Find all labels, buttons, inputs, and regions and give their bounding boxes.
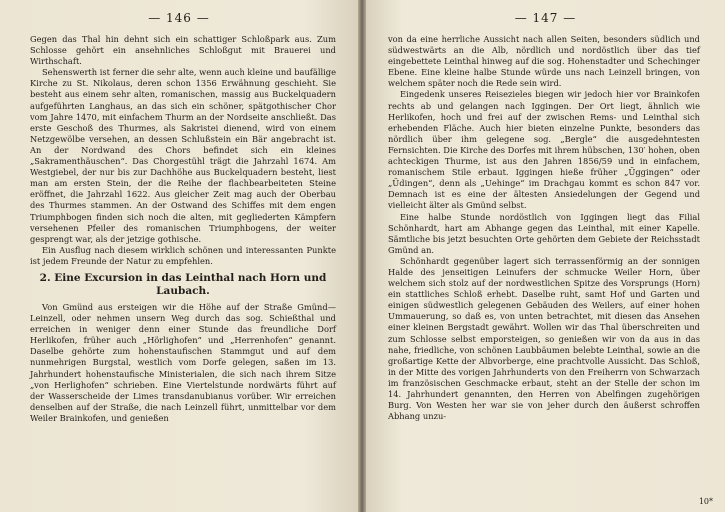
paragraph: Ein Ausflug nach diesem wirklich schönen und interessanten Punkte ist jedem Freunde der Natur zu empfehlen. xyxy=(30,244,336,266)
signature-mark: 10* xyxy=(698,497,713,506)
right-page-text xyxy=(388,34,700,422)
right-page xyxy=(366,0,725,512)
paragraph: Sehenswerth ist ferner die sehr alte, wenn auch kleine und baufällige Kirche zu St. Nikolaus, deren schon 1356 Erwähnung geschieht. Sie besteht aus einem sehr alten, romanischen, massig aus Buckelquadern aufgeführten Langhaus, an das sich ein schöner, spätgothischer Chor vom Jahre 1470, mit einfachem Thurm an der Nordseite anschließt. Das erste Geschoß des Thurmes, als Sakristei dienend, wird von einem Netzgewölbe versehen, an dessen Schlußstein ein Bär angebracht ist. An der Nordwand des Chors befindet sich ein kleines „Sakramenthäuschen“. Das Chorgestühl trägt die Jahrzahl 1674. Am Westgiebel, der nur bis zur Dachhöhe aus Buckelquadern besteht, liest man am ersten Stein, der die Reihe der flachbearbeiteten Steine eröffnet, die Jahrzahl 1622. Aus gleicher Zeit mag auch der Oberbau des Thurmes stammen. An der Ostwand des Schiffes mit dem engen Triumphbogen finden sich noch die alten, mit gegliederten Kämpfern versehenen Pfeiler des romanischen Triumphbogens, der weiter gesprengt war, als der jetzige gothische. xyxy=(30,67,337,244)
page-number-right: — 147 — xyxy=(514,11,577,25)
paragraph: Eine halbe Stunde nordöstlich von Iggingen liegt das Filial Schönhardt, hart am Abhange gegen das Leinthal, mit einer Kapelle. Sämtliche bis jetzt besuchten Orte gehörten dem Gebiete der Reichsstadt Gmünd an. xyxy=(388,211,700,255)
left-page xyxy=(0,0,358,512)
page-number-left: — 146 — xyxy=(148,11,210,25)
paragraph: von da eine herrliche Aussicht nach allen Seiten, besonders südlich und südwestwärts an die Alb, nördlich und nordöstlich über das tief eingebettete Leinthal hinweg auf die sog. Hohenstadter und Schechinger Ebene. Eine kleine halbe Stunde würde uns nach Leinzell bringen, von welchem später noch die Rede sein wird. xyxy=(388,34,700,89)
paragraph: Gegen das Thal hin dehnt sich ein schattiger Schloßpark aus. Zum Schlosse gehört ein ansehnliches Schloßgut mit Brauerei und Wirthschaft. xyxy=(30,34,336,67)
book-gutter xyxy=(358,0,366,512)
section-heading: 2. Eine Excursion in das Leinthal nach Horn und Laubach. xyxy=(39,271,327,297)
paragraph: Schönhardt gegenüber lagert sich terrassenförmig an der sonnigen Halde des jenseitigen Leinufers der schmucke Weiler Horn, über welchem sich stolz auf der nordwestlichen Spitze des Vorsprungs (Horn) ein stattliches Schloß erhebt. Daselbe ruht, samt Hof und Garten und einigen südwestlich gelegenen Gebäuden des Weilers, auf einer hohen Ummauerung, so daß es, von unten betrachtet, mit diesen das Ansehen einer kleinen Bergstadt gewährt. Wollen wir das Thal überschreiten und zum Schlosse selbst emporsteigen, so genießen wir von da aus in das nahe, friedliche, von schönen Laubbäumen belebte Leinthal, sowie an die großartige Kette der Albvorberge, eine prachtvolle Aussicht. Das Schloß, in der Mitte des vorigen Jahrhunderts von den Freiherrn von Schwarzach im französischen Geschmacke erbaut, steht an der Stelle der schon im 14. Jahrhundert genannten, den Herren von Abelfingen zugehörigen Burg. Von Westen her war sie von jeher durch den äußerst schroffen Abhang unzu- xyxy=(388,255,700,422)
left-page-text xyxy=(30,34,336,424)
paragraph: Eingedenk unseres Reisezieles biegen wir jedoch hier vor Brainkofen rechts ab und gelangen nach Iggingen. Der Ort liegt, ähnlich wie Herlikofen, hoch und frei auf der zwischen Rems- und Leinthal sich erhebenden Fläche. Auch hier bieten einzelne Punkte, besonders das nördlich über ihm gelegene sog. „Bergle“ die ausgedehntesten Fernsichten. Die Kirche des Dorfes mit ihrem hübschen, 130′ hohen, oben achteckigen Thurme, ist aus den Jahren 1856/59 und in einfachem, romanischem Stile erbaut. Iggingen hieße früher „Üggingen“ oder „Üdingen“, denn als „Uehinge“ im Drachgau kommt es schon 847 vor. Demnach ist es eine der ältesten Ansiedelungen der Gegend und vielleicht älter als Gmünd selbst. xyxy=(388,89,700,211)
paragraph: Von Gmünd aus ersteigen wir die Höhe auf der Straße Gmünd—Leinzell, oder nehmen unsern Weg durch das sog. Schießthal und erreichen in weniger denn einer Stunde das freundliche Dorf Herlikofen, früher auch „Hörlighofen“ und „Herrenhofen“ genannt. Daselbe gehörte zum hohenstaufischen Stammgut und auf dem nunmehrigen Burgstal, westlich vom Dorfe gelegen, saßen im 13. Jahrhundert hohenstaufische Ministerialen, die sich nach ihrem Sitze „von Herlighofen“ schrieben. Eine Viertelstunde nordwärts führt auf der Wasserscheide der Limes transdanubianus vorüber. Wir erreichen denselben auf der Straße, die nach Leinzell führt, unmittelbar vor dem Weiler Brainkofen, und genießen xyxy=(30,301,336,423)
